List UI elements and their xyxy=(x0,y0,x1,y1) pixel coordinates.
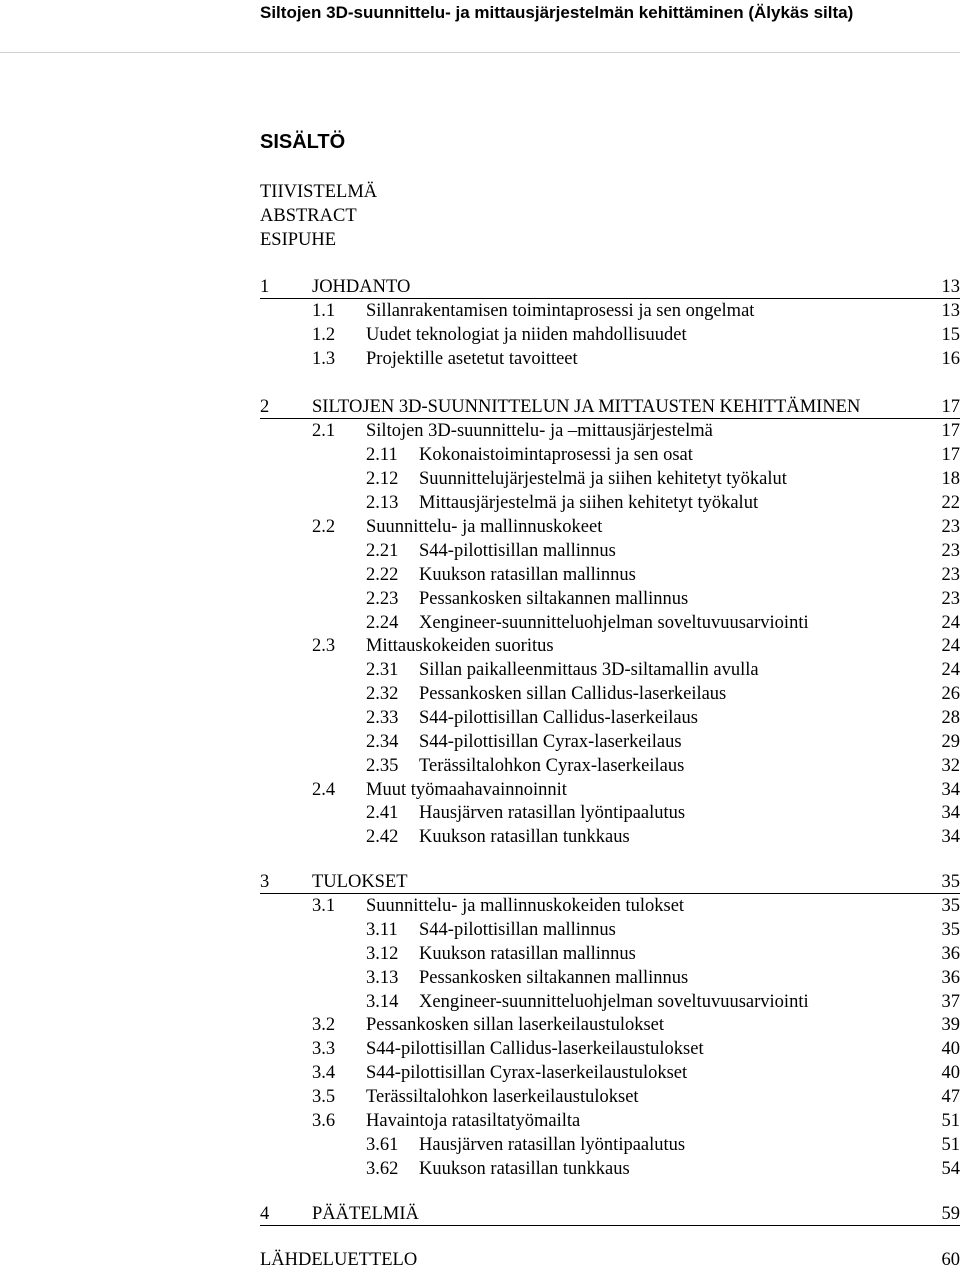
running-header: Siltojen 3D-suunnittelu- ja mittausjärjestelmän kehittäminen (Älykäs silta) xyxy=(260,3,853,23)
toc-entry-title: S44-pilottisillan Callidus-laserkeilaustulokset xyxy=(366,1037,704,1061)
toc-entry-title: LÄHDELUETTELO xyxy=(260,1248,417,1272)
toc-entry-number: 3.4 xyxy=(312,1061,335,1085)
toc-entry-title: Terässiltalohkon Cyrax-laserkeilaus xyxy=(419,754,684,778)
toc-entry-number: 4 xyxy=(260,1202,269,1226)
toc-entry-page: 26 xyxy=(942,682,960,706)
front-matter-esipuhe: ESIPUHE xyxy=(260,228,336,252)
toc-entry xyxy=(260,682,960,706)
toc-entry-number: 1 xyxy=(260,275,269,299)
toc-entry-page: 35 xyxy=(942,870,960,894)
toc-entry-page: 17 xyxy=(942,443,960,467)
toc-entry xyxy=(260,658,960,682)
toc-entry-number: 3 xyxy=(260,870,269,894)
toc-entry-number: 2.42 xyxy=(366,825,398,849)
toc-entry xyxy=(260,1109,960,1133)
toc-entry-page: 36 xyxy=(942,942,960,966)
toc-entry-title: Pessankosken sillan Callidus-laserkeilaus xyxy=(419,682,726,706)
toc-entry-number: 3.61 xyxy=(366,1133,398,1157)
toc-entry-page: 16 xyxy=(942,347,960,371)
toc-entry xyxy=(260,611,960,635)
toc-entry-number: 2.13 xyxy=(366,491,398,515)
toc-entry xyxy=(260,443,960,467)
toc-entry-title: S44-pilottisillan Callidus-laserkeilaus xyxy=(419,706,698,730)
toc-entry-title: Kuukson ratasillan tunkkaus xyxy=(419,825,630,849)
toc-entry-number: 2.22 xyxy=(366,563,398,587)
toc-entry-number: 2.24 xyxy=(366,611,398,635)
toc-entry xyxy=(260,634,960,658)
toc-entry-page: 23 xyxy=(942,563,960,587)
toc-entry-title: Kuukson ratasillan mallinnus xyxy=(419,942,636,966)
toc-entry-page: 37 xyxy=(942,990,960,1014)
toc-entry-page: 15 xyxy=(942,323,960,347)
toc-entry-references xyxy=(260,1248,960,1272)
toc-entry-title: SILTOJEN 3D-SUUNNITTELUN JA MITTAUSTEN KEHITTÄMINEN xyxy=(312,395,860,419)
toc-entry xyxy=(260,347,960,371)
toc-entry-page: 60 xyxy=(942,1248,960,1272)
toc-entry-number: 3.12 xyxy=(366,942,398,966)
toc-entry-page: 47 xyxy=(942,1085,960,1109)
toc-entry-page: 36 xyxy=(942,966,960,990)
toc-entry-title: S44-pilottisillan mallinnus xyxy=(419,918,616,942)
toc-entry-number: 3.2 xyxy=(312,1013,335,1037)
toc-entry-number: 2.41 xyxy=(366,801,398,825)
toc-entry-number: 2.3 xyxy=(312,634,335,658)
toc-entry xyxy=(260,918,960,942)
toc-entry xyxy=(260,942,960,966)
toc-entry-title: S44-pilottisillan Cyrax-laserkeilaustulokset xyxy=(366,1061,687,1085)
toc-entry-title: Suunnittelu- ja mallinnuskokeiden tulokset xyxy=(366,894,684,918)
toc-entry xyxy=(260,1157,960,1181)
toc-entry xyxy=(260,1085,960,1109)
toc-entry-number: 2 xyxy=(260,395,269,419)
toc-entry-page: 34 xyxy=(942,778,960,802)
toc-title: SISÄLTÖ xyxy=(260,131,345,154)
toc-entry-number: 2.11 xyxy=(366,443,398,467)
toc-entry-page: 35 xyxy=(942,894,960,918)
toc-entry-page: 34 xyxy=(942,801,960,825)
toc-entry-page: 18 xyxy=(942,467,960,491)
toc-entry-page: 17 xyxy=(942,395,960,419)
toc-entry xyxy=(260,1013,960,1037)
toc-entry xyxy=(260,1202,960,1226)
toc-entry-title: Terässiltalohkon laserkeilaustulokset xyxy=(366,1085,639,1109)
toc-entry-title: Hausjärven ratasillan lyöntipaalutus xyxy=(419,801,685,825)
toc-entry xyxy=(260,323,960,347)
toc-entry-number: 2.31 xyxy=(366,658,398,682)
toc-entry xyxy=(260,539,960,563)
toc-entry-page: 39 xyxy=(942,1013,960,1037)
toc-entry-title: Mittauskokeiden suoritus xyxy=(366,634,554,658)
toc-entry-title: Havaintoja ratasiltatyömailta xyxy=(366,1109,580,1133)
toc-entry-number: 2.34 xyxy=(366,730,398,754)
toc-entry-title: Uudet teknologiat ja niiden mahdollisuudet xyxy=(366,323,687,347)
toc-entry-page: 51 xyxy=(942,1133,960,1157)
toc-entry-number: 3.3 xyxy=(312,1037,335,1061)
toc-entry-number: 2.33 xyxy=(366,706,398,730)
toc-entry-page: 13 xyxy=(942,299,960,323)
toc-entry-number: 2.2 xyxy=(312,515,335,539)
toc-entry xyxy=(260,730,960,754)
toc-entry-page: 22 xyxy=(942,491,960,515)
toc-entry-title: Kuukson ratasillan mallinnus xyxy=(419,563,636,587)
toc-entry-title: Xengineer-suunnitteluohjelman soveltuvuusarviointi xyxy=(419,990,809,1014)
toc-entry-page: 54 xyxy=(942,1157,960,1181)
toc-entry-page: 28 xyxy=(942,706,960,730)
toc-entry-number: 2.4 xyxy=(312,778,335,802)
toc-entry xyxy=(260,419,960,443)
toc-entry-page: 32 xyxy=(942,754,960,778)
toc-entry-page: 40 xyxy=(942,1061,960,1085)
toc-entry xyxy=(260,894,960,918)
toc-entry-title: Sillanrakentamisen toimintaprosessi ja sen ongelmat xyxy=(366,299,754,323)
toc-entry-page: 24 xyxy=(942,611,960,635)
toc-entry-title: TULOKSET xyxy=(312,870,408,894)
toc-entry xyxy=(260,1061,960,1085)
front-matter-tiivistelma: TIIVISTELMÄ xyxy=(260,180,377,204)
toc-entry-title: Mittausjärjestelmä ja siihen kehitetyt työkalut xyxy=(419,491,758,515)
toc-entry-page: 23 xyxy=(942,587,960,611)
toc-entry-title: Pessankosken siltakannen mallinnus xyxy=(419,966,688,990)
toc-entry-number: 3.62 xyxy=(366,1157,398,1181)
toc-entry-title: Kokonaistoimintaprosessi ja sen osat xyxy=(419,443,693,467)
toc-entry xyxy=(260,299,960,323)
toc-entry xyxy=(260,587,960,611)
toc-entry xyxy=(260,825,960,849)
toc-entry-number: 2.23 xyxy=(366,587,398,611)
toc-entry-page: 35 xyxy=(942,918,960,942)
toc-entry-page: 59 xyxy=(942,1202,960,1226)
toc-entry-page: 34 xyxy=(942,825,960,849)
toc-entry-number: 1.3 xyxy=(312,347,335,371)
toc-entry-page: 23 xyxy=(942,539,960,563)
toc-entry xyxy=(260,515,960,539)
toc-entry-title: Kuukson ratasillan tunkkaus xyxy=(419,1157,630,1181)
toc-entry-number: 2.12 xyxy=(366,467,398,491)
toc-entry-number: 2.21 xyxy=(366,539,398,563)
toc-entry-number: 3.1 xyxy=(312,894,335,918)
toc-entry xyxy=(260,778,960,802)
toc-entry-number: 3.11 xyxy=(366,918,398,942)
toc-entry-number: 2.35 xyxy=(366,754,398,778)
toc-entry-title: S44-pilottisillan mallinnus xyxy=(419,539,616,563)
toc-entry-number: 3.14 xyxy=(366,990,398,1014)
toc-entry-title: Hausjärven ratasillan lyöntipaalutus xyxy=(419,1133,685,1157)
toc-entry-title: Pessankosken siltakannen mallinnus xyxy=(419,587,688,611)
toc-entry-page: 51 xyxy=(942,1109,960,1133)
toc-entry-title: S44-pilottisillan Cyrax-laserkeilaus xyxy=(419,730,682,754)
toc-entry-page: 40 xyxy=(942,1037,960,1061)
toc-entry-title: Siltojen 3D-suunnittelu- ja –mittausjärjestelmä xyxy=(366,419,713,443)
front-matter-abstract: ABSTRACT xyxy=(260,204,357,228)
toc-entry-number: 2.32 xyxy=(366,682,398,706)
toc-entry-title: Projektille asetetut tavoitteet xyxy=(366,347,578,371)
toc-entry-page: 24 xyxy=(942,634,960,658)
toc-entry-number: 3.5 xyxy=(312,1085,335,1109)
header-divider xyxy=(0,52,960,53)
toc-entry-number: 3.6 xyxy=(312,1109,335,1133)
toc-entry xyxy=(260,1037,960,1061)
toc-entry-title: PÄÄTELMIÄ xyxy=(312,1202,419,1226)
toc-entry-page: 24 xyxy=(942,658,960,682)
toc-entry xyxy=(260,395,960,419)
toc-entry-title: Muut työmaahavainnoinnit xyxy=(366,778,567,802)
toc-entry xyxy=(260,491,960,515)
toc-entry-page: 23 xyxy=(942,515,960,539)
toc-entry xyxy=(260,754,960,778)
toc-entry-number: 3.13 xyxy=(366,966,398,990)
toc-entry xyxy=(260,1133,960,1157)
toc-entry-title: Xengineer-suunnitteluohjelman soveltuvuusarviointi xyxy=(419,611,809,635)
toc-entry-title: Suunnittelujärjestelmä ja siihen kehitetyt työkalut xyxy=(419,467,787,491)
toc-entry-number: 1.1 xyxy=(312,299,335,323)
toc-entry-number: 1.2 xyxy=(312,323,335,347)
toc-entry-page: 13 xyxy=(942,275,960,299)
toc-entry xyxy=(260,870,960,894)
toc-entry xyxy=(260,990,960,1014)
toc-entry xyxy=(260,275,960,299)
toc-entry-title: Pessankosken sillan laserkeilaustulokset xyxy=(366,1013,664,1037)
toc-entry xyxy=(260,467,960,491)
toc-entry xyxy=(260,563,960,587)
toc-entry xyxy=(260,706,960,730)
toc-entry-title: Suunnittelu- ja mallinnuskokeet xyxy=(366,515,602,539)
toc-entry-title: Sillan paikalleenmittaus 3D-siltamallin avulla xyxy=(419,658,759,682)
toc-entry-page: 17 xyxy=(942,419,960,443)
toc-entry-number: 2.1 xyxy=(312,419,335,443)
toc-entry-page: 29 xyxy=(942,730,960,754)
toc-entry xyxy=(260,801,960,825)
toc-entry xyxy=(260,966,960,990)
toc-entry-title: JOHDANTO xyxy=(312,275,410,299)
